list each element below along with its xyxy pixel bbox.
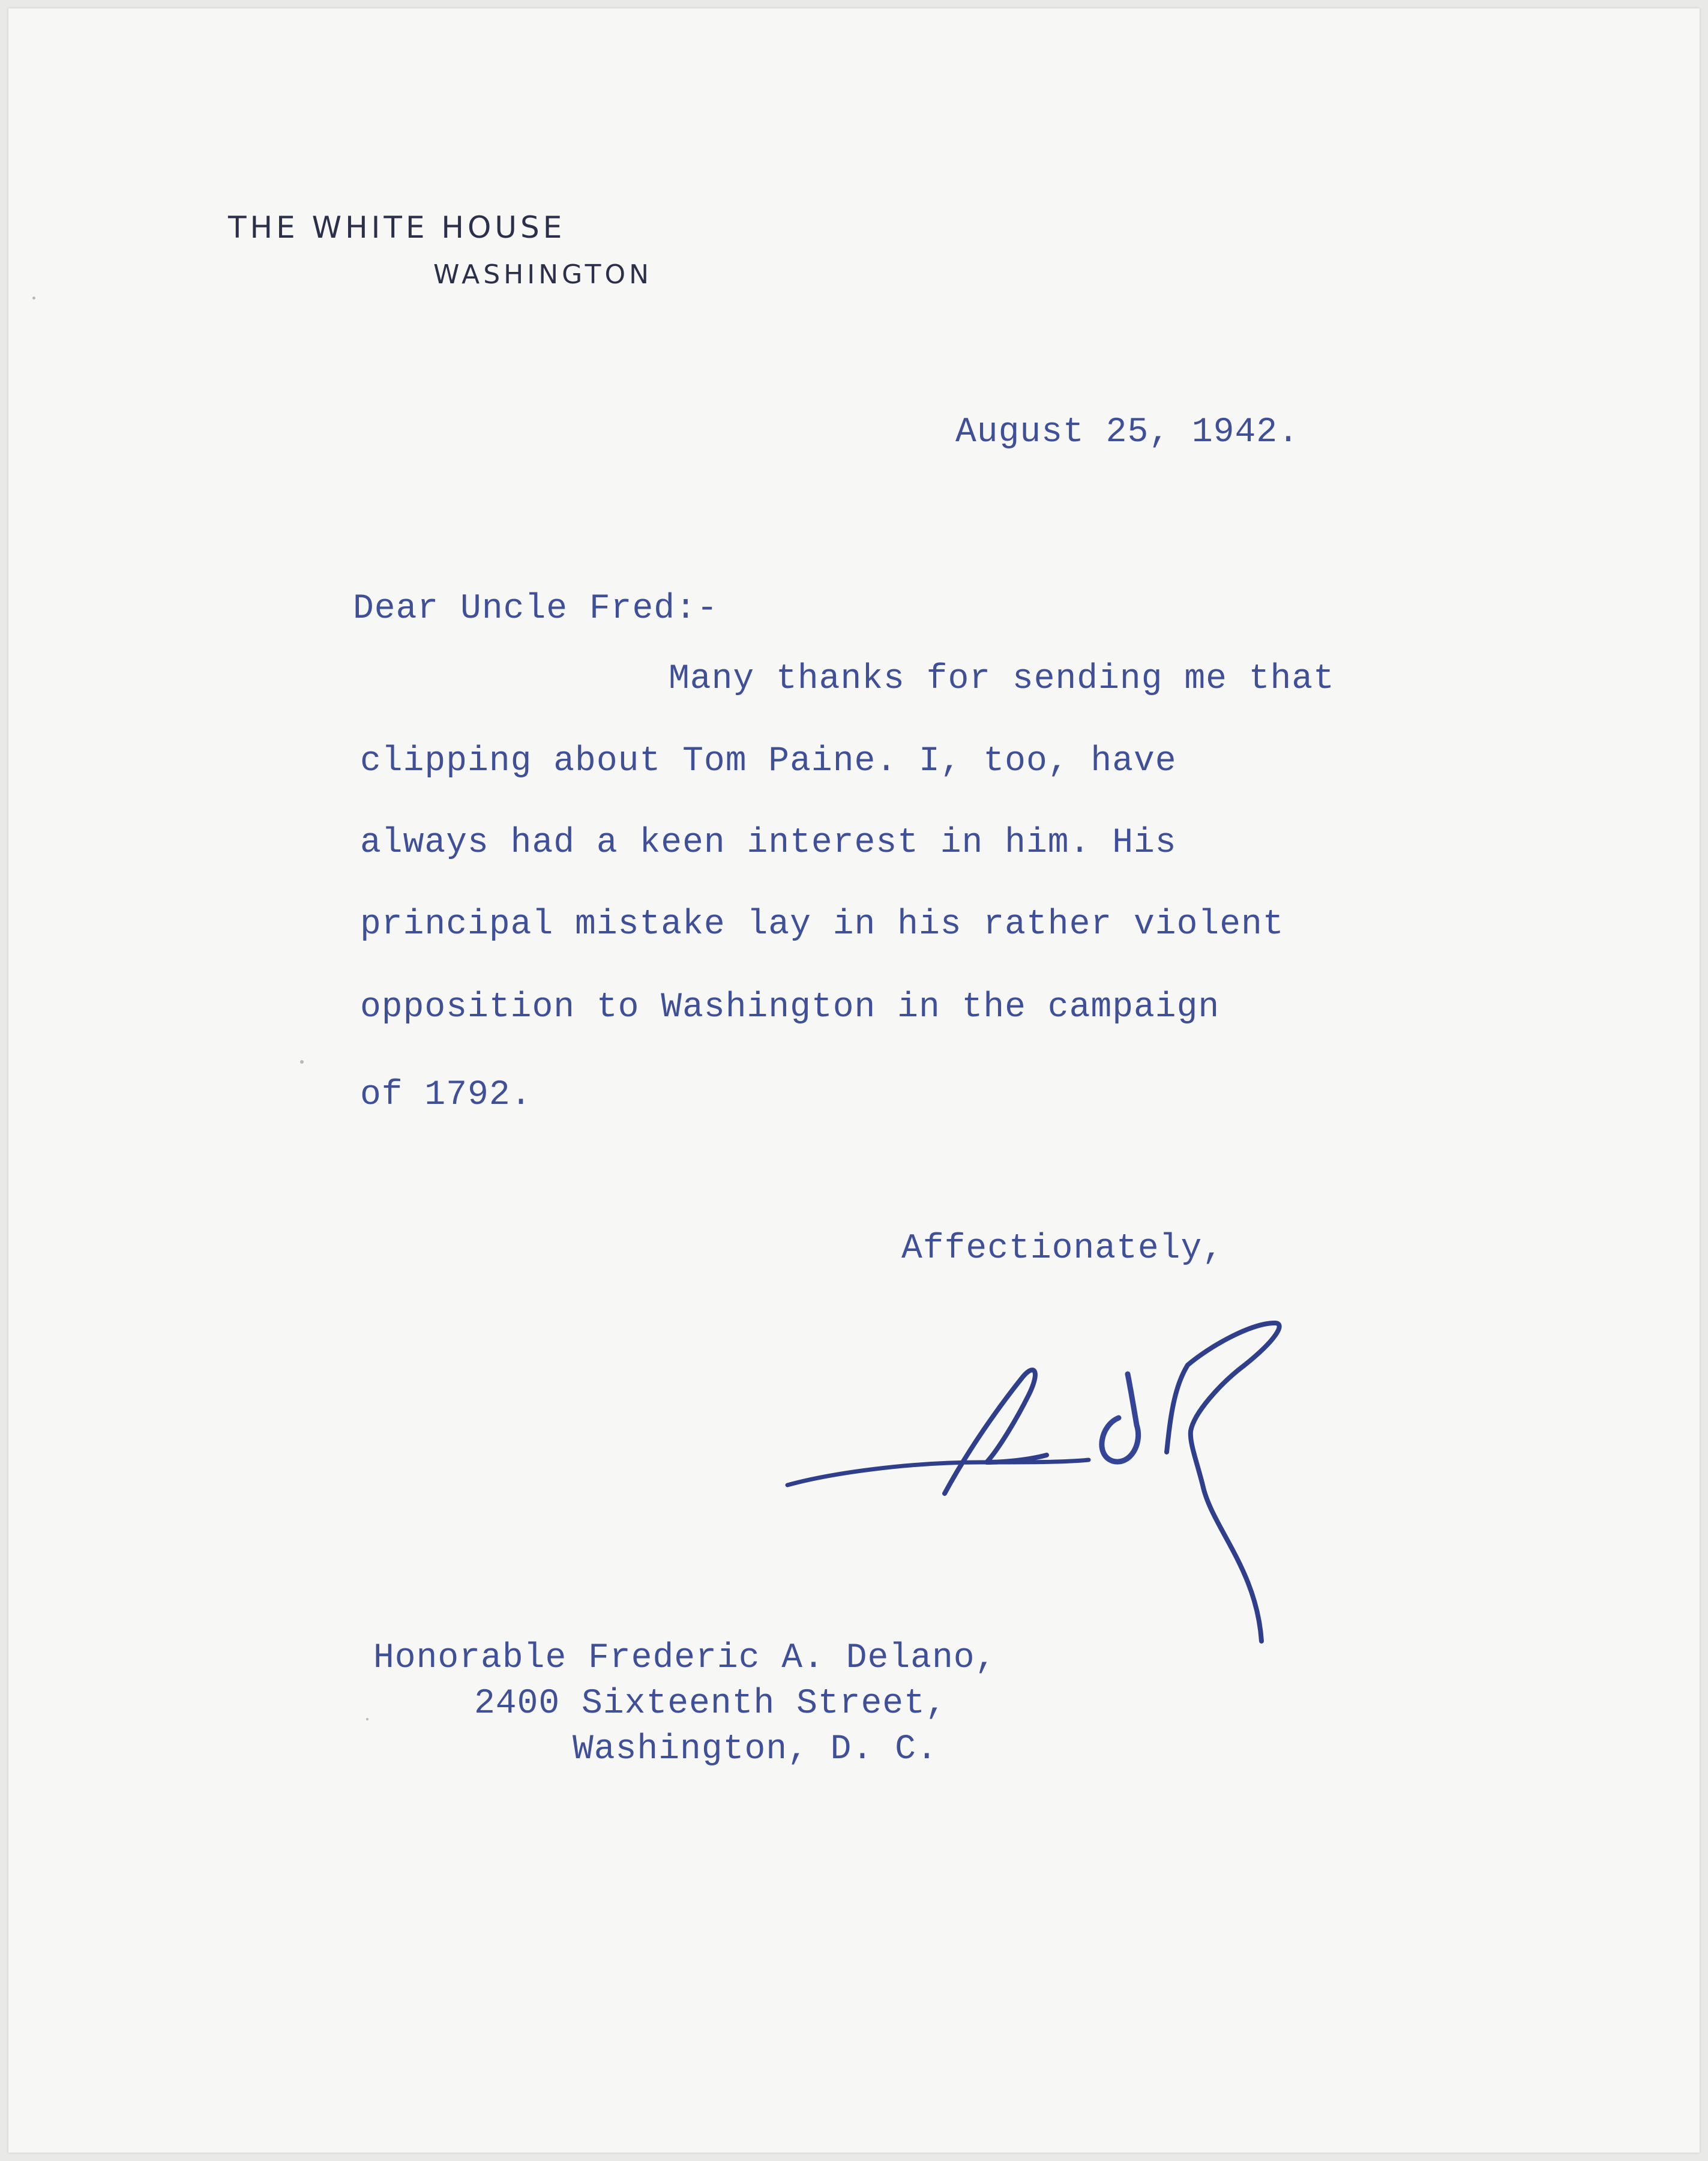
body-line: clipping about Tom Paine. I, too, have	[360, 742, 1177, 781]
body-line: of 1792.	[360, 1076, 532, 1115]
paper-speck	[32, 297, 35, 300]
salutation: Dear Uncle Fred:-	[353, 589, 718, 628]
body-line: principal mistake lay in his rather violent	[360, 905, 1284, 944]
paper-speck	[366, 1718, 368, 1720]
recipient-street: 2400 Sixteenth Street,	[474, 1684, 947, 1723]
recipient-city: Washington, D. C.	[573, 1730, 938, 1769]
recipient-name: Honorable Frederic A. Delano,	[373, 1639, 997, 1678]
closing: Affectionately,	[901, 1229, 1224, 1268]
body-line: opposition to Washington in the campaign	[360, 988, 1220, 1027]
letterhead-city: WASHINGTON	[433, 259, 653, 290]
body-line: always had a keen interest in him. His	[360, 824, 1177, 863]
letter-page	[8, 8, 1700, 2153]
handwritten-signature-icon	[777, 1305, 1389, 1665]
letterhead-title: THE WHITE HOUSE	[228, 210, 566, 245]
body-line: Many thanks for sending me that	[669, 660, 1335, 699]
paper-speck	[300, 1060, 304, 1064]
letter-date: August 25, 1942.	[955, 413, 1299, 452]
